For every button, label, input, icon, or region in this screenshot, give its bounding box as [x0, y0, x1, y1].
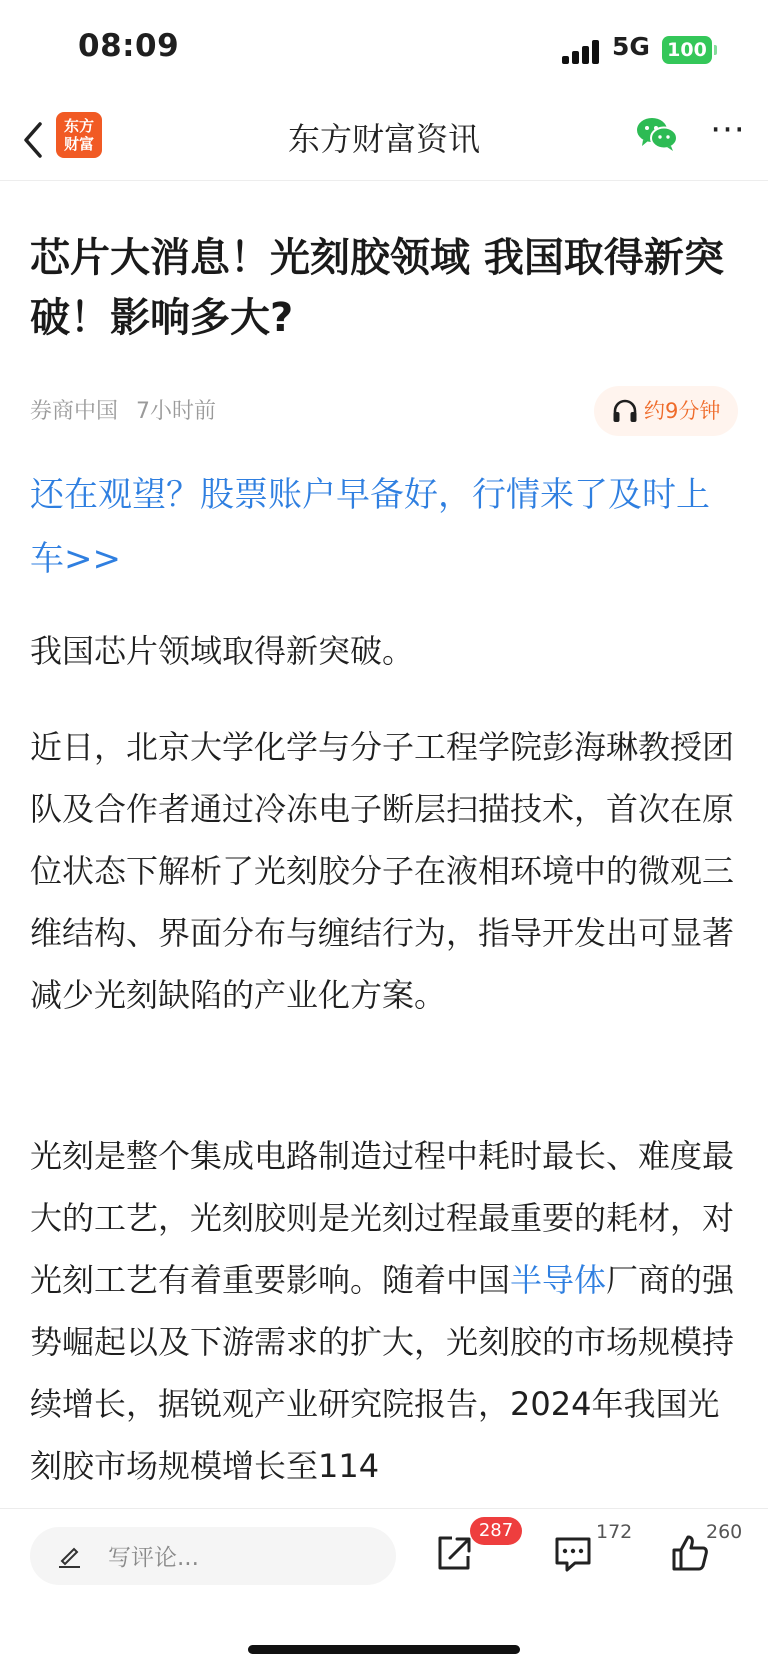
- article-title: 芯片大消息！光刻胶领域 我国取得新突破！影响多大?: [30, 235, 724, 341]
- share-icon: [432, 1531, 476, 1575]
- nav-bar: [0, 100, 768, 181]
- comments-button[interactable]: [551, 1531, 595, 1575]
- listen-button[interactable]: [594, 386, 738, 436]
- comment-input[interactable]: [30, 1527, 396, 1585]
- headphones-icon: [612, 399, 638, 423]
- article-paragraph-2: 近日，北京大学化学与分子工程学院彭海琳教授团队及合作者通过冷冻电子断层扫描技术，首次在原位状态下解析了光刻胶分子在液相环境中的微观三维结构、界面分布与缠结行为，指导开发出可显著减少光刻缺陷的产业化方案。: [30, 728, 735, 1014]
- listen-duration: 约9分钟: [644, 399, 721, 423]
- logo-line1: 东方: [63, 117, 94, 135]
- article-paragraph-1: 我国芯片领域取得新突破。: [30, 632, 415, 670]
- signal-icon: [562, 40, 602, 64]
- network-type: 5G: [612, 32, 650, 61]
- wechat-icon[interactable]: [636, 116, 678, 152]
- paragraph-3-text-b: 厂商的强势崛起以及下游需求的扩大，光刻胶的市场规模持续增长，据锐观产业研究院报告，2024年我国光刻胶市场规模增长至114: [30, 1261, 735, 1485]
- share-button[interactable]: [432, 1531, 476, 1575]
- page-title: 东方财富资讯: [287, 120, 480, 158]
- article-meta: [30, 394, 216, 425]
- bottom-action-bar: [0, 1508, 768, 1664]
- article-time: 7小时前: [136, 399, 217, 424]
- semiconductor-link[interactable]: 半导体: [510, 1261, 607, 1299]
- article-paragraph-3: [30, 1125, 740, 1497]
- like-count: 260: [706, 1521, 743, 1543]
- status-bar: [0, 0, 768, 100]
- article-source[interactable]: 券商中国: [30, 399, 119, 424]
- status-time: 08:09: [78, 28, 180, 64]
- battery-icon: 100: [662, 36, 712, 64]
- promo-link[interactable]: 还在观望？股票账户早备好，行情来了及时上车>>: [30, 475, 710, 579]
- paragraph-3-text-a: 光刻是整个集成电路制造过程中耗时最长、难度最大的工艺，光刻胶则是光刻过程最重要的耗材，对光刻工艺有着重要影响。随着中国: [30, 1137, 735, 1299]
- comment-count: 172: [596, 1521, 633, 1543]
- more-icon[interactable]: ···: [710, 110, 746, 150]
- comment-icon: [551, 1531, 595, 1575]
- pen-icon: [56, 1543, 82, 1569]
- share-count-badge: 287: [470, 1517, 522, 1545]
- comment-placeholder: 写评论...: [108, 1545, 199, 1571]
- home-indicator[interactable]: [248, 1645, 520, 1654]
- logo-line2: 财富: [63, 135, 94, 153]
